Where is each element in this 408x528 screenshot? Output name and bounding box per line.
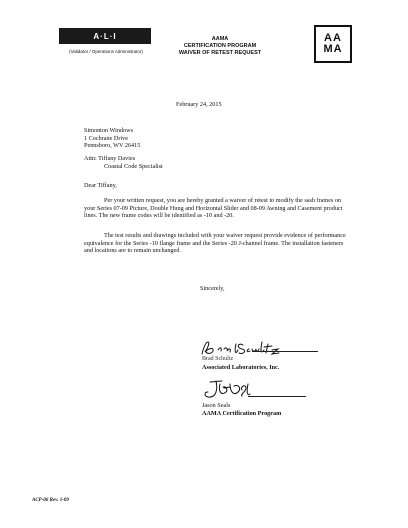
header-title-line1: AAMA (211, 36, 229, 42)
body-paragraph-1: Per your written request, you are hereby granted a waiver of retest to modify the sash frames on your Series 07-09 Picture, Double Hung and Horizontal Slider and 08-09 Awning and Casement product lines. The new frame codes will be identified as -10 and -20. (84, 197, 343, 220)
ali-subtitle: (Validator / Operations Administrator) (69, 49, 143, 54)
letter-date: February 24, 2015 (176, 101, 222, 108)
greeting: Dear Tiffany, (84, 182, 117, 189)
signature-line-1 (252, 351, 318, 352)
signature-jason-seals (196, 378, 306, 402)
aama-logo-bottom: MA (323, 43, 343, 55)
signer1-name: Brad Schultz (202, 356, 234, 362)
aama-logo (314, 25, 352, 63)
closing: Sincerely, (200, 285, 225, 292)
attn-line: Attn: Tiffany Davies (84, 155, 136, 162)
signature-line-2 (248, 396, 306, 397)
signer2-organization: AAMA Certification Program (202, 410, 282, 417)
address-line-company: Simonton Windows (84, 127, 133, 134)
address-line-city: Pennsboro, WV 26415 (84, 142, 141, 150)
ali-logo (59, 28, 151, 44)
attn-title: Coastal Code Specialist (104, 163, 163, 170)
body-paragraph-2: The test results and drawings included with your waiver request provide evidence of performance equivalence for the Series -10 flange frame and the Series -20 J-channel frame. The installation fasteners and locations are to remain unchanged. (84, 232, 346, 255)
ali-logo-text: A·L·I (93, 31, 117, 41)
header-title-line3: WAIVER OF RETEST REQUEST (178, 50, 262, 56)
signer1-organization: Associated Laboratories, Inc. (202, 364, 280, 371)
document-header (150, 36, 290, 57)
signature-brad-schultz (196, 338, 318, 358)
signer2-name: Jason Seals (202, 402, 231, 409)
recipient-address (84, 127, 140, 150)
header-title-line2: CERTIFICATION PROGRAM (183, 43, 257, 49)
address-line-street: 1 Cochrane Drive (84, 134, 128, 142)
form-code: ACP-06 Rev. 1-09 (32, 498, 69, 503)
aama-logo-top: AA (324, 32, 342, 44)
